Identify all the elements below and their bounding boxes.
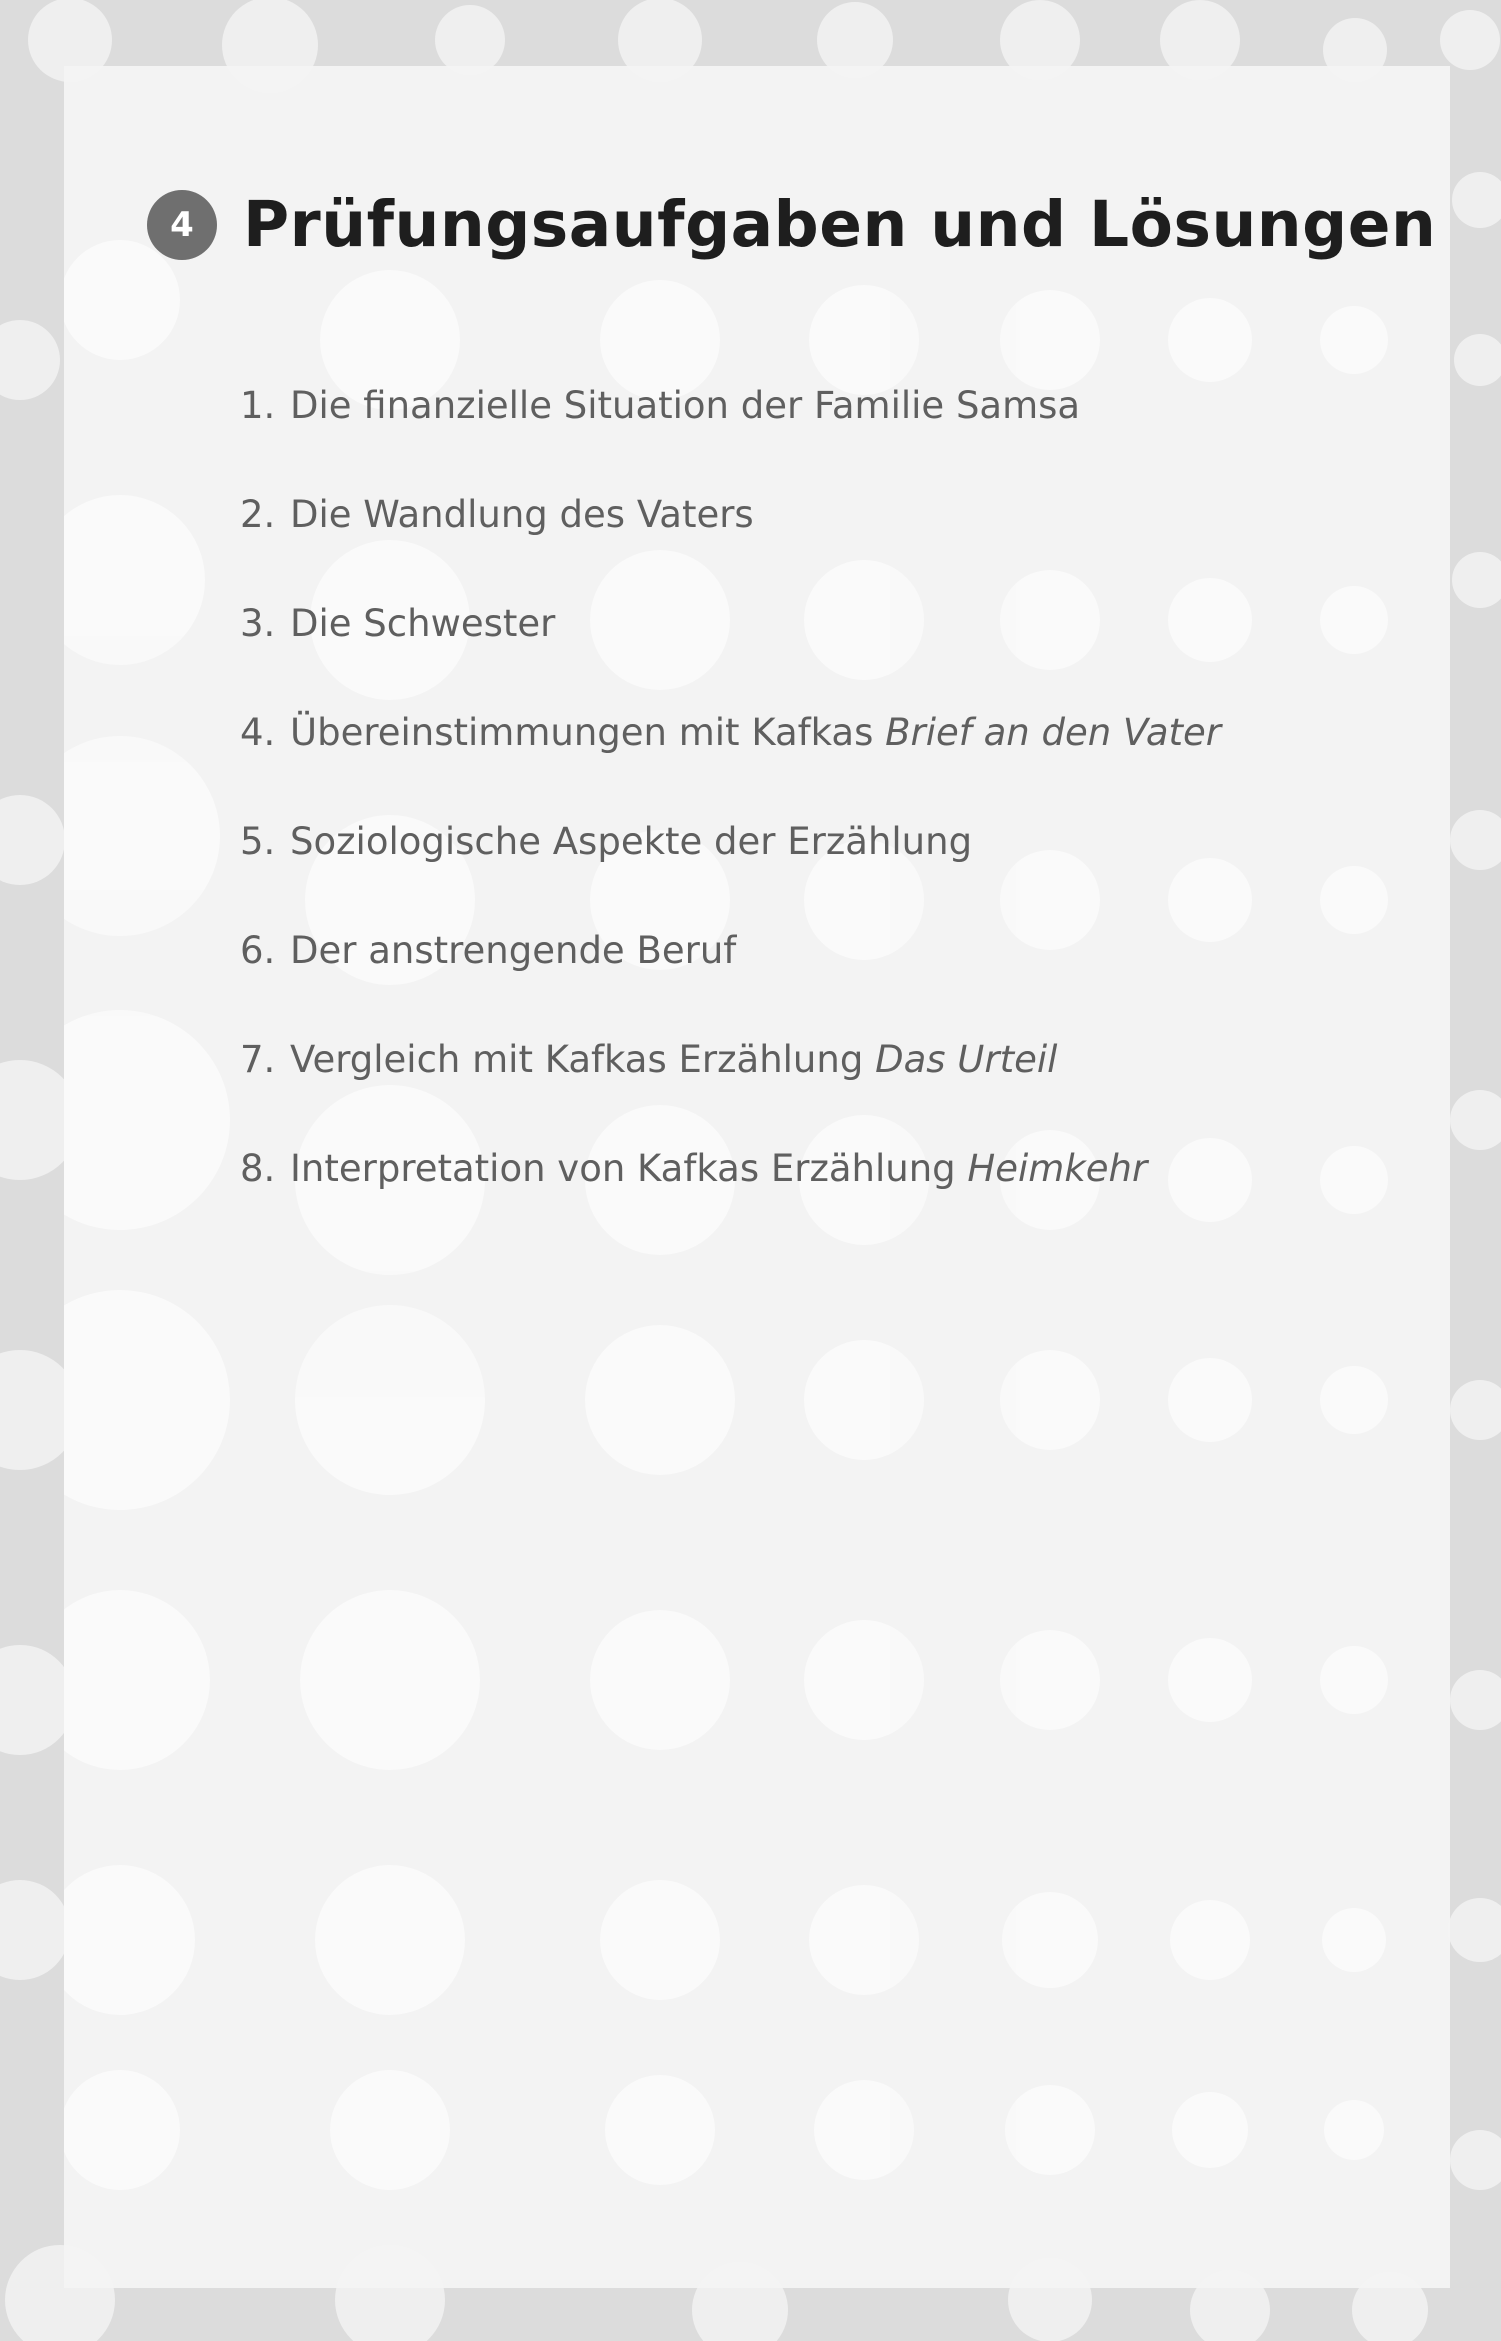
list-item: [240, 1038, 1221, 1147]
task-number: 2.: [240, 493, 276, 536]
list-item: [240, 1147, 1221, 1256]
task-text: Interpretation von Kafkas Erzählung: [290, 1147, 968, 1190]
task-title: [290, 602, 555, 645]
task-title: [290, 384, 1080, 427]
task-text: Soziologische Aspekte der Erzählung: [290, 820, 973, 863]
task-title: [290, 929, 736, 972]
task-title: [290, 493, 754, 536]
task-work-title: Das Urteil: [875, 1038, 1058, 1081]
task-text: Die finanzielle Situation der Familie Samsa: [290, 384, 1081, 427]
task-number: 7.: [240, 1038, 276, 1081]
task-title: [290, 820, 972, 863]
task-text: Die Wandlung des Vaters: [290, 493, 754, 536]
task-title: [290, 711, 1221, 754]
task-number: 6.: [240, 929, 276, 972]
task-title: [290, 1147, 1147, 1190]
list-item: [240, 602, 1221, 711]
task-title: [290, 1038, 1057, 1081]
task-number: 8.: [240, 1147, 276, 1190]
list-item: [240, 384, 1221, 493]
list-item: [240, 820, 1221, 929]
chapter-number-badge: 4: [147, 190, 217, 260]
task-list: [240, 384, 1221, 1256]
task-number: 3.: [240, 602, 276, 645]
list-item: [240, 929, 1221, 1038]
task-text: Vergleich mit Kafkas Erzählung: [290, 1038, 876, 1081]
task-work-title: Heimkehr: [967, 1147, 1148, 1190]
task-number: 1.: [240, 384, 276, 427]
task-number: 5.: [240, 820, 276, 863]
task-number: 4.: [240, 711, 276, 754]
chapter-title: Prüfungsaufgaben und Lösungen: [243, 188, 1437, 261]
task-text: Die Schwester: [290, 602, 556, 645]
task-text: Der anstrengende Beruf: [290, 929, 737, 972]
chapter-heading: [147, 188, 1436, 261]
list-item: [240, 493, 1221, 602]
task-text: Übereinstimmungen mit Kafkas: [290, 711, 886, 754]
task-work-title: Brief an den Vater: [885, 711, 1222, 754]
list-item: [240, 711, 1221, 820]
